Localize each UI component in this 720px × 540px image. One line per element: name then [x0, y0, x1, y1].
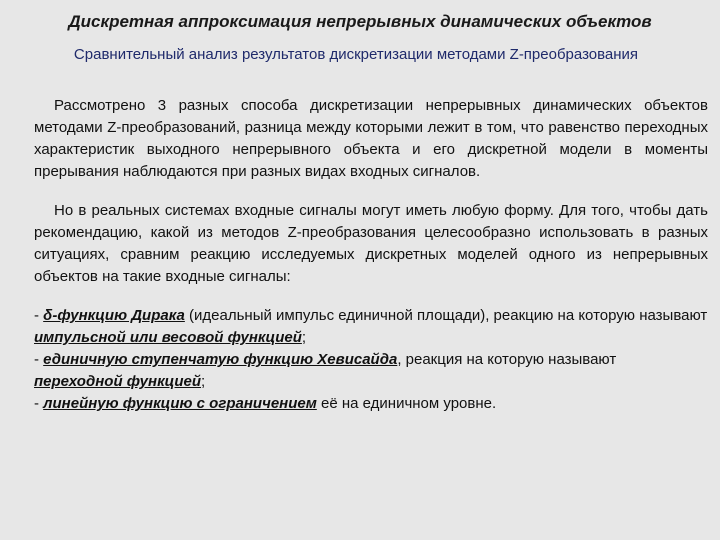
- slide-title: Дискретная аппроксимация непрерывных динамических объектов: [68, 12, 652, 31]
- list-item-prefix: -: [34, 395, 44, 412]
- list-item-dirac: [34, 305, 708, 349]
- paragraph-input-signals: Но в реальных системах входные сигналы могут иметь любую форму. Для того, чтобы дать рекомендацию, какой из методов Z-преобразования целесообразно использовать в разных ситуациях, сравним реакцию исследуемых дискретных моделей одного из непрерывных объектов на такие входные сигналы:: [34, 202, 708, 285]
- slide-subtitle: Сравнительный анализ результатов дискретизации методами Z-преобразования: [73, 46, 639, 63]
- list-item-term: единичную ступенчатую функцию Хевисайда: [43, 351, 398, 368]
- list-item-prefix: -: [34, 351, 44, 368]
- list-item-term: δ-функцию Дирака: [43, 307, 185, 324]
- list-item-term: линейную функцию с ограничением: [43, 395, 317, 412]
- list-item-heaviside: [34, 349, 708, 393]
- input-signals-list: [34, 305, 708, 415]
- list-item-text: (идеальный импульс единичной площади), реакцию на которую называют: [184, 307, 708, 324]
- list-item-linear: [34, 393, 708, 415]
- list-item-suffix: ;: [201, 373, 206, 390]
- list-item-text: её на единичном уровне.: [316, 395, 497, 412]
- slide-body: [34, 95, 708, 415]
- list-item-suffix: ;: [301, 329, 307, 346]
- list-item-prefix: -: [34, 307, 44, 324]
- list-item-text: , реакция на которую называют: [397, 351, 617, 368]
- paragraph-methods-overview: Рассмотрено 3 разных способа дискретизации непрерывных динамических объектов методами Z-преобразований, разница между которыми лежит в том, что равенство переходных характеристик выходного непрерывного объекта и его дискретной модели в моменты прерывания наблюдаются при разных видах входных сигналов.: [34, 97, 708, 180]
- list-item-result: переходной функцией: [34, 373, 202, 390]
- list-item-result: импульсной или весовой функцией: [34, 329, 302, 346]
